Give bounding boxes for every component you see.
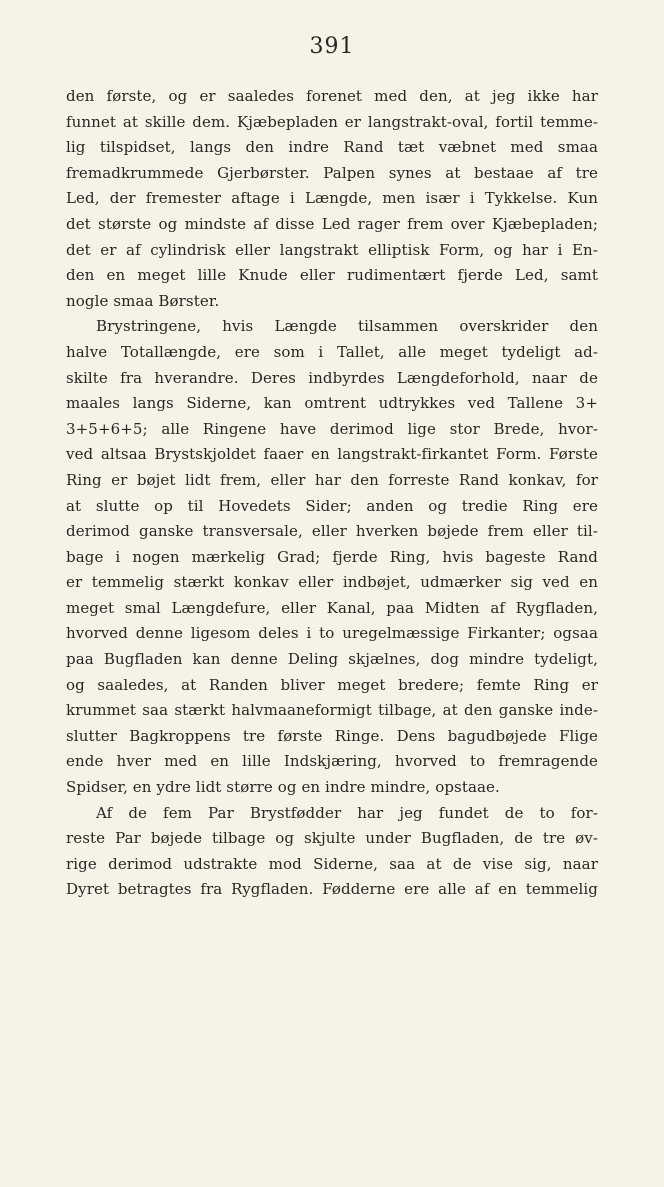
text-line: krummet saa stærkt halvmaaneformigt tilbage, at den ganske inde- bbox=[66, 701, 598, 720]
text-line: slutter Bagkroppens tre første Ringe. Dens bagudbøjede Flige bbox=[66, 726, 598, 745]
text-line: den en meget lille Knude eller rudimentært fjerde Led, samt bbox=[66, 266, 598, 285]
paragraph-2 bbox=[66, 314, 598, 800]
text-line: Ring er bøjet lidt frem, eller har den forreste Rand konkav, for bbox=[66, 470, 598, 489]
text-line: hvorved denne ligesom deles i to uregelmæssige Firkanter; ogsaa bbox=[66, 624, 598, 643]
text-line: ved altsaa Brystskjoldet faaer en langstrakt-firkantet Form. Første bbox=[66, 445, 598, 464]
page-number: 391 bbox=[309, 34, 355, 59]
text-line: Led, der fremester aftage i Længde, men især i Tykkelse. Kun bbox=[66, 189, 598, 208]
text-line: Spidser, en ydre lidt større og en indre mindre, opstaae. bbox=[66, 778, 500, 797]
text-line: Brystringene, hvis Længde tilsammen overskrider den bbox=[96, 317, 598, 336]
paragraph-3 bbox=[66, 801, 598, 903]
text-line: nogle smaa Børster. bbox=[66, 291, 220, 310]
body-text bbox=[66, 84, 598, 903]
text-line: Af de fem Par Brystfødder har jeg fundet de to for- bbox=[96, 803, 598, 822]
text-line: funnet at skille dem. Kjæbepladen er langstrakt-oval, fortil temme- bbox=[66, 112, 598, 131]
text-line: Dyret betragtes fra Rygfladen. Fødderne ere alle af en temmelig bbox=[66, 880, 598, 899]
text-line: ende hver med en lille Indskjæring, hvorved to fremragende bbox=[66, 752, 598, 771]
text-line: den første, og er saaledes forenet med den, at jeg ikke har bbox=[66, 87, 598, 105]
text-line: derimod ganske transversale, eller hverken bøjede frem eller til- bbox=[66, 522, 598, 541]
paragraph-1 bbox=[66, 84, 598, 314]
text-line: maales langs Siderne, kan omtrent udtrykkes ved Tallene 3+ bbox=[66, 394, 598, 413]
text-line: det er af cylindrisk eller langstrakt elliptisk Form, og har i En- bbox=[66, 240, 598, 259]
text-line: lig tilspidset, langs den indre Rand tæt væbnet med smaa bbox=[66, 138, 598, 157]
text-line: fremadkrummede Gjerbørster. Palpen synes at bestaae af tre bbox=[66, 163, 598, 182]
text-line: og saaledes, at Randen bliver meget bredere; femte Ring er bbox=[66, 675, 598, 694]
text-line: meget smal Længdefure, eller Kanal, paa Midten af Rygfladen, bbox=[66, 598, 598, 617]
text-line: bage i nogen mærkelig Grad; fjerde Ring, hvis bageste Rand bbox=[66, 547, 598, 566]
text-line: paa Bugfladen kan denne Deling skjælnes, dog mindre tydeligt, bbox=[66, 650, 598, 669]
text-line: rige derimod udstrakte mod Siderne, saa at de vise sig, naar bbox=[66, 854, 598, 873]
text-line: 3+5+6+5; alle Ringene have derimod lige stor Brede, hvor- bbox=[66, 419, 598, 438]
text-line: skilte fra hverandre. Deres indbyrdes Længdeforhold, naar de bbox=[66, 368, 598, 387]
text-line: halve Totallængde, ere som i Tallet, alle meget tydeligt ad- bbox=[66, 342, 598, 361]
text-line: er temmelig stærkt konkav eller indbøjet, udmærker sig ved en bbox=[66, 573, 598, 592]
text-line: det største og mindste af disse Led rager frem over Kjæbepladen; bbox=[66, 214, 598, 233]
text-line: reste Par bøjede tilbage og skjulte under Bugfladen, de tre øv- bbox=[66, 829, 598, 848]
text-line: at slutte op til Hovedets Sider; anden og tredie Ring ere bbox=[66, 496, 598, 515]
